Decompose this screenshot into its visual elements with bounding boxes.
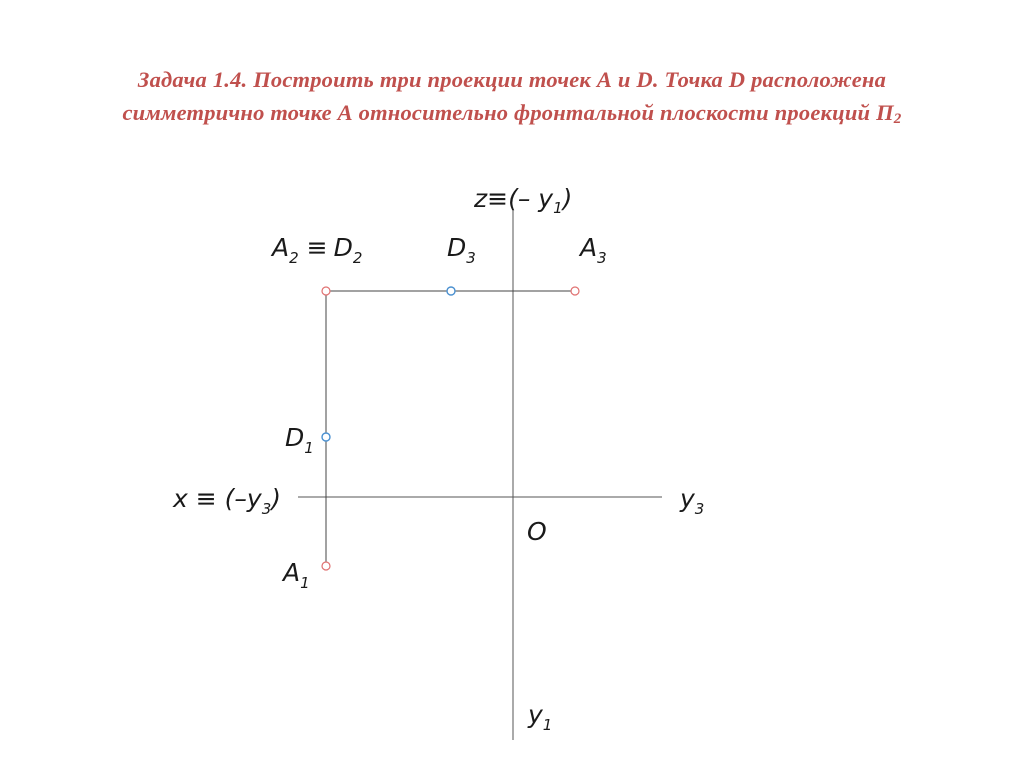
point-D1 <box>322 433 330 441</box>
label-D3: $D_3$ <box>447 233 476 267</box>
point-A3 <box>571 287 579 295</box>
point-A2-D2 <box>322 287 330 295</box>
point-A1 <box>322 562 330 570</box>
label-D1: $D_1$ <box>285 423 314 457</box>
title-line-1: Задача 1.4. Построить три проекции точек А и D. Точка D расположена <box>137 67 887 92</box>
label-A3: $A_3$ <box>580 233 607 267</box>
label-x-axis: $x \equiv (-y_3)$ <box>173 484 281 518</box>
label-z-axis: z≡(– $y_1$) <box>474 184 573 217</box>
label-y1-axis: $y_1$ <box>528 700 553 734</box>
point-D3 <box>447 287 455 295</box>
label-y3-axis: $y_3$ <box>680 484 705 518</box>
title-line-2-text: симметрично точке А относительно фронтальной плоскости проекций П <box>122 100 894 125</box>
title-line-2-subscript: 2 <box>893 111 902 127</box>
label-origin: O <box>527 517 547 546</box>
label-A1: $A_1$ <box>283 558 310 592</box>
label-A2-D2: $A_2 \equiv D_2$ <box>272 233 363 267</box>
